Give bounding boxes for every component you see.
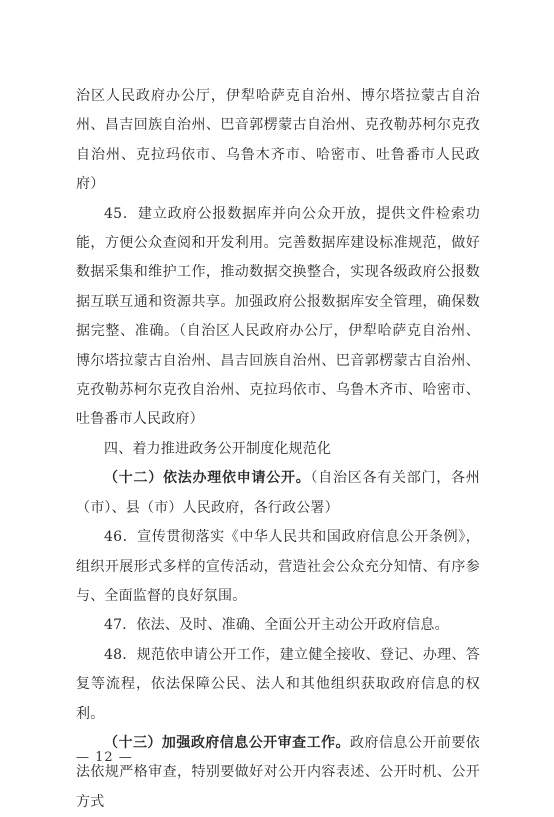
subsection-body-13: 政府信息公开前要依法依规严格审查，特别要做好对公开内容表述、公开时机、公开方式	[76, 734, 480, 810]
page-number: — 12 —	[76, 750, 133, 765]
subsection-title-13: （十三）加强政府信息公开审查工作。	[104, 734, 351, 751]
paragraph-item-48: 48．规范依申请公开工作，建立健全接收、登记、办理、答复等流程，依法保障公民、法人和其他组织获取政府信息的权利。	[76, 646, 480, 722]
paragraph-item-46: 46．宣传贯彻落实《中华人民共和国政府信息公开条例》，组织开展形式多样的宣传活动，营造社会公众充分知情、有序参与、全面监督的良好氛围。	[76, 529, 480, 604]
section-heading-4: 四、着力推进政务公开制度化规范化	[104, 440, 332, 457]
paragraph-subsection-13	[76, 729, 480, 817]
paragraph-subsection-12	[76, 464, 480, 523]
document-body	[76, 82, 480, 817]
paragraph-item-47: 47．依法、及时、准确、全面公开主动公开政府信息。	[104, 617, 449, 634]
paragraph-continuation: 治区人民政府办公厅，伊犁哈萨克自治州、博尔塔拉蒙古自治州、昌吉回族自治州、巴音郭楞蒙古自治州、克孜勒苏柯尔克孜自治州、克拉玛依市、乌鲁木齐市、哈密市、吐鲁番市人民政府）	[76, 88, 480, 193]
subsection-title-12: （十二）依法办理依申请公开。	[104, 470, 311, 487]
subsection-body-12: （自治区各有关部门，各州（市）、县（市）人民政府，各行政公署）	[76, 470, 480, 516]
paragraph-item-45: 45．建立政府公报数据库并向公众开放，提供文件检索功能，方便公众查阅和开发利用。完善数据库建设标准规范，做好数据采集和维护工作，推动数据交换整合，实现各级政府公报数据互联互通和资源共享。加强政府公报数据库安全管理，确保数据完整、准确。（自治区人民政府办公厅，伊犁哈萨克自治州、博尔塔拉蒙古自治州、昌吉回族自治州、巴音郭楞蒙古自治州、克孜勒苏柯尔克孜自治州、克拉玛依市、乌鲁木齐市、哈密市、吐鲁番市人民政府）	[76, 205, 480, 428]
